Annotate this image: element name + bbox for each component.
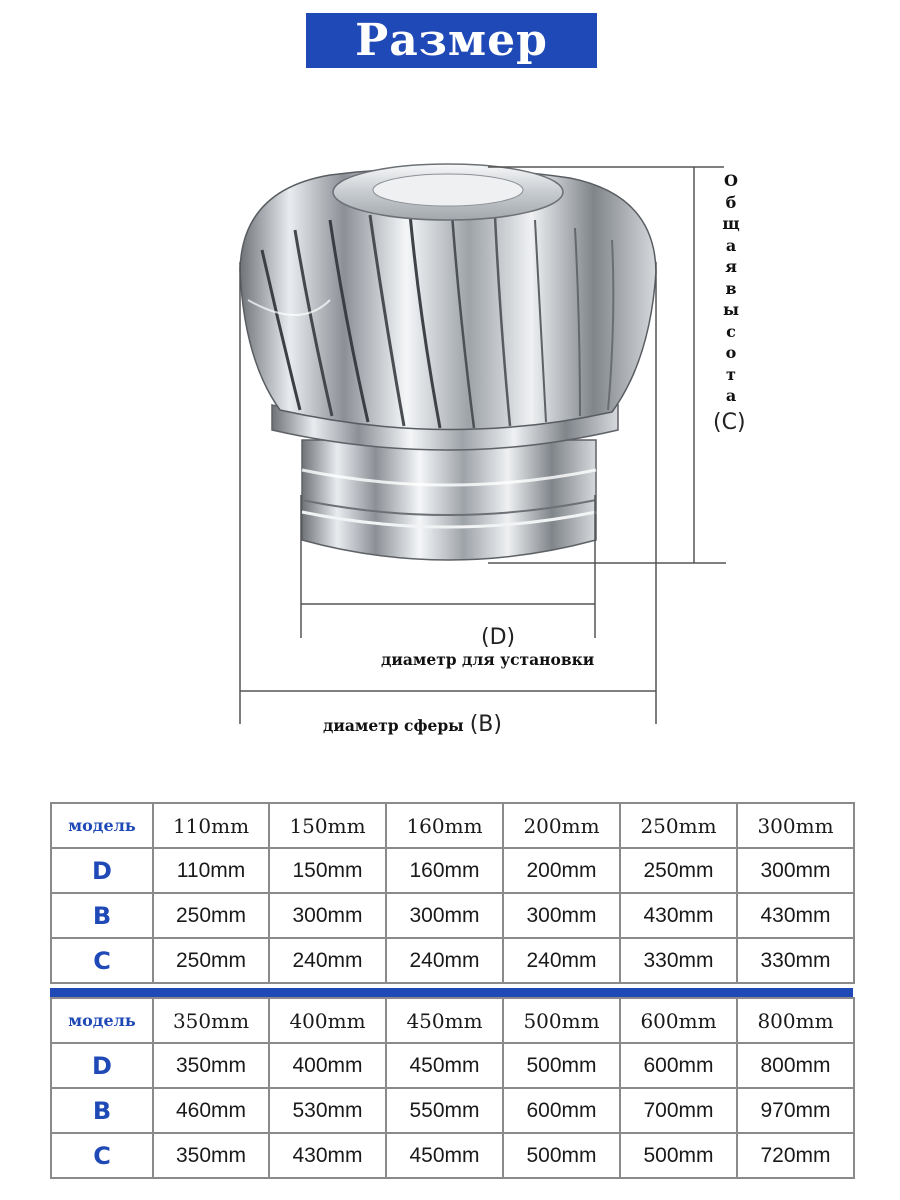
sphere-caption-text: диаметр сферы [323, 716, 464, 735]
dimension-cell: 350mm [153, 1043, 269, 1088]
dimension-cell: 450mm [386, 1043, 503, 1088]
dimension-cell: 550mm [386, 1088, 503, 1133]
model-size-cell: 350mm [153, 998, 269, 1043]
dimension-cell: 530mm [269, 1088, 386, 1133]
model-label: модель [51, 998, 153, 1043]
height-label-letter: ы [722, 300, 740, 319]
dimension-cell: 430mm [269, 1133, 386, 1178]
table-row [51, 848, 854, 893]
dimension-cell: 250mm [620, 848, 737, 893]
dimension-cell: 300mm [386, 893, 503, 938]
model-size-cell: 250mm [620, 803, 737, 848]
height-label-letter: б [725, 192, 737, 212]
dimension-cell: 300mm [737, 848, 854, 893]
dimension-cell: 600mm [620, 1043, 737, 1088]
table-row [51, 1133, 854, 1178]
page-title: Размер [355, 15, 548, 66]
dimension-cell: 460mm [153, 1088, 269, 1133]
dimension-cell: 430mm [737, 893, 854, 938]
row-label-b: B [51, 893, 153, 938]
dimension-cell: 700mm [620, 1088, 737, 1133]
height-label-letter: щ [722, 214, 740, 233]
dimension-cell: 300mm [503, 893, 620, 938]
dimension-cell: 450mm [386, 1133, 503, 1178]
dimension-cell: 160mm [386, 848, 503, 893]
spec-table-1 [50, 802, 855, 984]
table-row [51, 1088, 854, 1133]
sphere-diameter-caption [323, 712, 502, 737]
dimension-cell: 250mm [153, 938, 269, 983]
dimension-cell: 800mm [737, 1043, 854, 1088]
dimension-cell: 600mm [503, 1088, 620, 1133]
dimension-cell: 240mm [269, 938, 386, 983]
height-letter: (C) [713, 410, 746, 435]
model-label: модель [51, 803, 153, 848]
dimension-cell: 430mm [620, 893, 737, 938]
table-row [51, 1043, 854, 1088]
dimension-cell: 240mm [503, 938, 620, 983]
dimension-cell: 500mm [503, 1043, 620, 1088]
dimension-cell: 200mm [503, 848, 620, 893]
turbine-base [302, 440, 596, 560]
dimension-cell: 150mm [269, 848, 386, 893]
dimension-cell: 970mm [737, 1088, 854, 1133]
dimension-cell: 330mm [620, 938, 737, 983]
model-size-cell: 800mm [737, 998, 854, 1043]
dimension-cell: 720mm [737, 1133, 854, 1178]
model-header-row [51, 998, 854, 1043]
height-label-letter: а [725, 386, 737, 405]
dimension-cell: 240mm [386, 938, 503, 983]
turbine-top-cap [333, 164, 563, 220]
dimension-cell: 250mm [153, 893, 269, 938]
dimension-cell: 110mm [153, 848, 269, 893]
model-size-cell: 200mm [503, 803, 620, 848]
height-label-letter: я [725, 257, 737, 276]
model-size-cell: 500mm [503, 998, 620, 1043]
height-label-letter: т [726, 364, 736, 384]
height-label-letter: о [725, 343, 737, 362]
total-height-label [719, 170, 743, 407]
height-label-letter: с [726, 321, 736, 341]
table-row [51, 938, 854, 983]
model-size-cell: 600mm [620, 998, 737, 1043]
row-label-c: C [51, 938, 153, 983]
model-size-cell: 110mm [153, 803, 269, 848]
install-diameter-caption: диаметр для установки [381, 650, 595, 669]
row-label-d: D [51, 848, 153, 893]
model-size-cell: 450mm [386, 998, 503, 1043]
row-label-b: B [51, 1088, 153, 1133]
model-size-cell: 300mm [737, 803, 854, 848]
dimension-cell: 300mm [269, 893, 386, 938]
dimension-cell: 500mm [503, 1133, 620, 1178]
dimension-cell: 400mm [269, 1043, 386, 1088]
row-label-c: C [51, 1133, 153, 1178]
dimension-cell: 330mm [737, 938, 854, 983]
model-size-cell: 150mm [269, 803, 386, 848]
install-letter: (D) [481, 625, 516, 650]
height-label-letter: а [725, 235, 737, 255]
dimension-cell: 500mm [620, 1133, 737, 1178]
height-label-letter: в [725, 278, 737, 298]
height-label-letter: О [724, 171, 738, 190]
row-label-d: D [51, 1043, 153, 1088]
dimension-cell: 350mm [153, 1133, 269, 1178]
table-row [51, 893, 854, 938]
model-size-cell: 160mm [386, 803, 503, 848]
model-size-cell: 400mm [269, 998, 386, 1043]
sphere-letter: (B) [469, 712, 502, 737]
spec-table-2 [50, 997, 855, 1179]
model-header-row [51, 803, 854, 848]
